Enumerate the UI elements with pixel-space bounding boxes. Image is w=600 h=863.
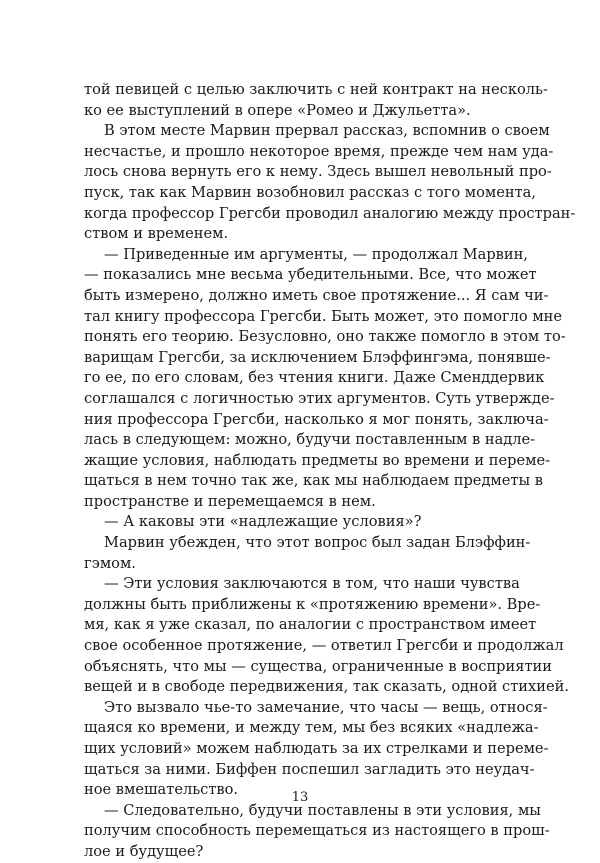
text-line: тал книгу профессора Грегсби. Быть может, это помогло мне <box>84 307 563 325</box>
text-line: жащие условия, наблюдать предметы во времени и переме- <box>84 451 551 469</box>
paragraph <box>84 121 576 245</box>
paragraph <box>84 512 518 533</box>
text-line: объяснять, что мы — существа, ограниченные в восприятии <box>84 657 552 675</box>
text-line: щих условий» можем наблюдать за их стрелками и переме- <box>84 740 549 757</box>
text-line: пространстве и перемещаемся в нем. <box>84 492 376 510</box>
text-line: го ее, по его словам, без чтения книги. Даже Сменддервик <box>84 369 545 387</box>
text-line: вещей и в свободе передвижения, так сказать, одной стихией. <box>84 678 569 696</box>
text-line: мя, как я уже сказал, по аналогии с пространством имеет <box>84 616 537 634</box>
paragraph <box>84 245 566 513</box>
text-line: щаяся ко времени, и между тем, мы без всяких «надлежа- <box>84 719 539 737</box>
text-line: должны быть приближены к «протяжению времени». Вре- <box>84 595 541 613</box>
body-text <box>84 80 576 863</box>
paragraph <box>84 801 550 863</box>
text-line: гэмом. <box>84 554 136 572</box>
text-line: понять его теорию. Безусловно, оно также помогло в этом то- <box>84 328 566 346</box>
text-line: лое и будущее? <box>84 842 204 860</box>
text-line: — Эти условия заключаются в том, что наши чувства <box>104 575 520 593</box>
text-line: — Приведенные им аргументы, — продолжал Марвин, <box>104 245 528 263</box>
text-line: ния профессора Грегсби, насколько я мог понять, заключа- <box>84 410 549 428</box>
text-line: — Следовательно, будучи поставлены в эти условия, мы <box>104 801 541 819</box>
page-number: 13 <box>291 790 309 805</box>
paragraph <box>84 698 549 801</box>
text-line: Это вызвало чье-то замечание, что часы — вещь, относя- <box>104 698 548 716</box>
text-line: свое особенное протяжение, — ответил Грегсби и продолжал <box>84 637 564 655</box>
text-line: пуск, так как Марвин возобновил рассказ с того момента, <box>84 183 537 201</box>
text-line: быть измерено, должно иметь свое протяжение... Я сам чи- <box>84 286 549 304</box>
text-line: получим способность перемещаться из настоящего в прош- <box>84 822 550 840</box>
text-line: варищам Грегсби, за исключением Блэффингэма, понявше- <box>84 348 551 366</box>
text-line: ством и временем. <box>84 225 229 243</box>
text-line: когда профессор Грегсби проводил аналогию между простран- <box>84 204 576 222</box>
text-line: В этом месте Марвин прервал рассказ, вспомнив о своем <box>104 122 550 140</box>
text-line: — показались мне весьма убедительными. Все, что может <box>84 266 537 284</box>
text-line: ко ее выступлений в опере «Ромео и Джульетта». <box>84 101 471 119</box>
text-line: лась в следующем: можно, будучи поставленным в надле- <box>84 431 536 449</box>
text-line: той певицей с целью заключить с ней контракт на несколь- <box>84 81 548 98</box>
text-line: Марвин убежден, что этот вопрос был задан Блэффин- <box>104 534 531 552</box>
paragraph <box>84 80 548 121</box>
text-line: щаться в нем точно так же, как мы наблюдаем предметы в <box>84 472 543 490</box>
paragraph <box>84 574 569 698</box>
text-line: лось снова вернуть его к нему. Здесь вышел невольный про- <box>84 163 552 181</box>
text-line: щаться за ними. Биффен поспешил загладить это неудач- <box>84 760 535 778</box>
text-line: соглашался с логичностью этих аргументов. Суть утвержде- <box>84 389 555 407</box>
text-line: ное вмешательство. <box>84 781 239 799</box>
text-line: — А каковы эти «надлежащие условия»? <box>104 513 422 531</box>
paragraph <box>84 533 531 574</box>
text-line: несчастье, и прошло некоторое время, прежде чем нам уда- <box>84 142 554 160</box>
